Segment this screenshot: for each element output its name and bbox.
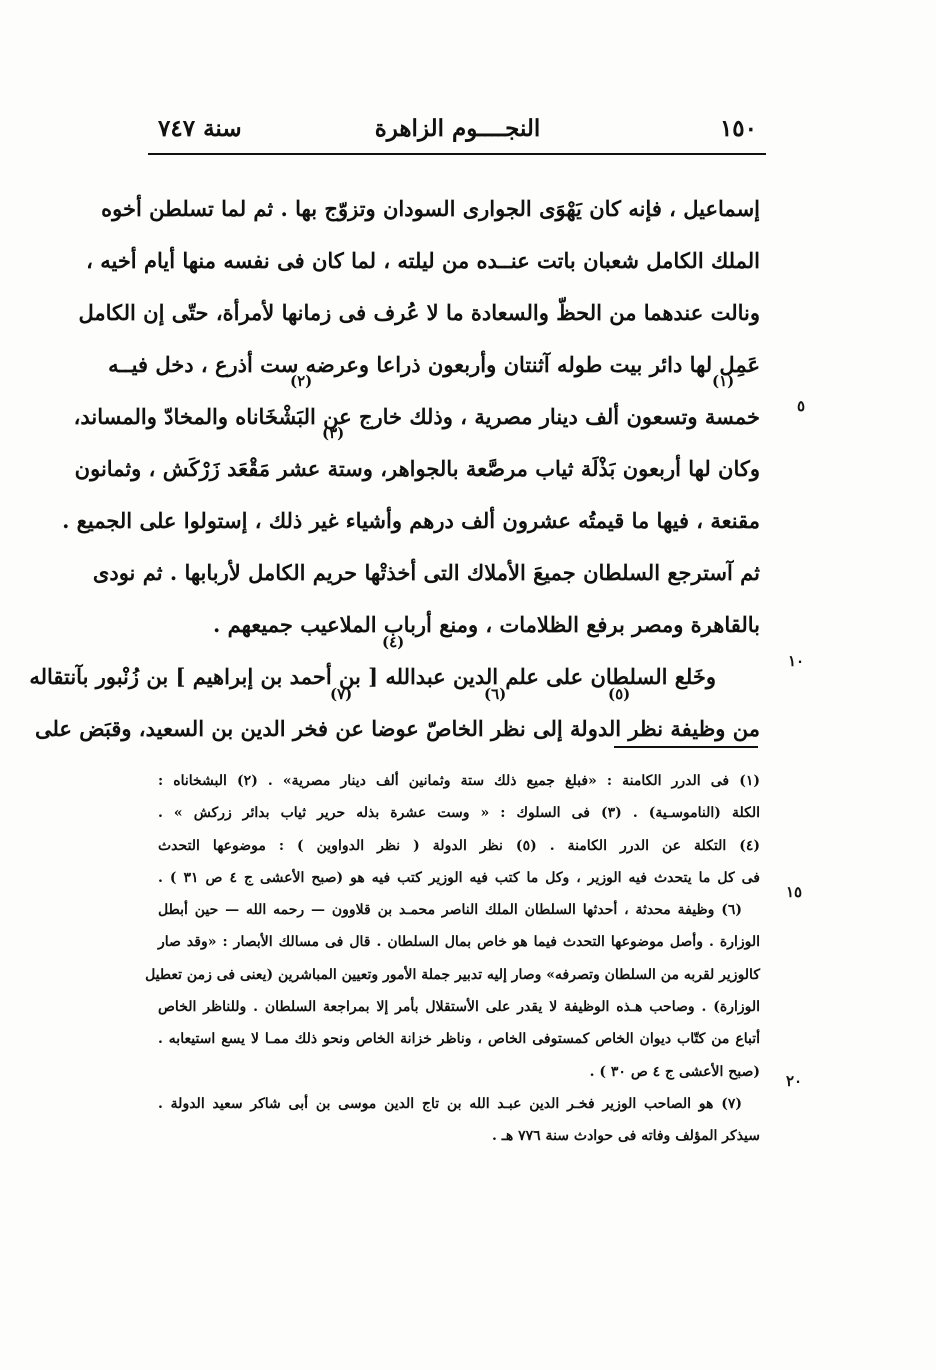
footnote-line: فى كل ما يتحدث فيه الوزير ، وكل ما كتب فيه الوزير كتب فيه هو (صبح الأعشى ج ٤ ص ٣١ ) . bbox=[158, 869, 760, 886]
line-number: ١٥ bbox=[786, 883, 803, 901]
footnote-line: (٦) وظيفة محدثة ، أحدثها السلطان الملك الناصر محمـد بن قلاوون — رحمه الله — حين أبطل bbox=[158, 902, 742, 919]
running-title: النجــــوم الزاهرة bbox=[374, 115, 541, 142]
main-text bbox=[29, 183, 760, 755]
text-line: الملك الكامل شعبان باتت عنــده من ليلته ، لما كان فى نفسه منها أيام أخيه ، bbox=[86, 248, 760, 273]
footnote-marker: (٤) bbox=[382, 633, 405, 651]
running-header bbox=[150, 112, 765, 156]
footnote-line: (١) فى الدرر الكامنة : «فبلغ جميع ذلك ستة وثمانين ألف دينار مصرية» . (٢) البشخاناه : bbox=[158, 773, 760, 789]
footnote-line: (٧) هو الصاحب الوزير فخـر الدين عبـد الله بن تاج الدين موسى بن أبى شاكر سعيد الدولة . bbox=[158, 1095, 742, 1112]
footnote-marker: (٣) bbox=[322, 424, 345, 442]
text-line: وكان لها أربعون بَذْلَة ثياب مرصَّعة بالجواهر، وستة عشر مَقْعَد زَرْكَش ، وثمانون bbox=[74, 456, 760, 481]
header-rule bbox=[148, 153, 766, 155]
footnote-line: (٤) التكلة عن الدرر الكامنة . (٥) نظر الدولة ( نظر الدواوين ) : موضوعها التحدث bbox=[158, 837, 760, 854]
footnote-marker: (٦) bbox=[484, 685, 507, 703]
footnote-line: الوزارة) . وصاحب هـذه الوظيفة لا يقدر على الأستقلال بأمر إلا بمراجعة السلطان . وللناظر الخاص bbox=[158, 999, 760, 1016]
line-number: ١٠ bbox=[788, 652, 805, 670]
text-line: مقنعة ، فيها ما قيمتُه عشرون ألف درهم وأشياء غير ذلك ، إستولوا على الجميع . bbox=[62, 508, 760, 533]
footnote-marker: (٢) bbox=[290, 372, 313, 390]
text-line: بالقاهرة ومصر برفع الظلامات ، ومنع أرباب الملاعيب جميعهم . bbox=[213, 612, 760, 637]
text-line: خمسة وتسعون ألف دينار مصرية ، وذلك خارج عن البَشْخَاناه والمخادّ والمساند، bbox=[73, 404, 760, 429]
footnote-line: كالوزير لقربه من السلطان وتصرفه» وصار إليه تدبير جملة الأمور وتعيين المباشرين (يعنى فى زمن تعطيل bbox=[145, 966, 760, 983]
text-line: ونالت عندهما من الحظّ والسعادة ما لا عُرف فى زمانها لأمرأة، حتّى إن الكامل bbox=[78, 300, 760, 325]
footnote-marker: (١) bbox=[712, 372, 735, 390]
text-line: عَمِل لها دائر بيت طوله آثنتان وأربعون ذراعا وعرضه ست أذرع ، دخل فيــه bbox=[108, 352, 760, 377]
running-year: سنة ٧٤٧ bbox=[158, 115, 242, 142]
footnote-line: سيذكر المؤلف وفاته فى حوادث سنة ٧٧٦ هـ . bbox=[492, 1128, 760, 1145]
footnote-marker: (٧) bbox=[330, 685, 353, 703]
line-number: ٢٠ bbox=[786, 1072, 803, 1090]
footnote-rule bbox=[614, 746, 758, 748]
text-line: إسماعيل ، فإنه كان يَهْوَى الجوارى السودان وتزوّج بها . ثم لما تسلطن أخوه bbox=[101, 196, 760, 221]
line-number: ٥ bbox=[797, 397, 806, 415]
footnote-line: أتباع من كتّاب ديوان الخاص كمستوفى الخاص ، وناظر خزانة الخاص ونحو ذلك ممـا لا يسع استيعابه . bbox=[158, 1031, 760, 1048]
text-line: وخَلع السلطان على علم الدين عبدالله [ بن أحمد بن إبراهيم ] بن زُنْبور بآنتقاله bbox=[29, 664, 716, 689]
text-line: ثم آسترجع السلطان جميعَ الأملاك التى أخذتْها حريم الكامل لأربابها . ثم نودى bbox=[92, 560, 760, 585]
footnote-line: الوزارة . وأصل موضوعها التحدث فيما هو خاص بمال السلطان . قال فى مسالك الأبصار : «وقد صار bbox=[158, 934, 760, 951]
page-number: ١٥٠ bbox=[719, 115, 757, 142]
footnote-line: الكلة (الناموسـية) . (٣) فى السلوك : « وست عشرة بذله حرير ثياب بدائر زركش » . bbox=[158, 805, 760, 822]
text-line: من وظيفة نظر الدولة إلى نظر الخاصّ عوضا عن فخر الدين بن السعيد، وقبَض على bbox=[34, 716, 760, 741]
footnote-line: (صبح الأعشى ج ٤ ص ٣٠ ) . bbox=[589, 1063, 760, 1080]
footnote-marker: (٥) bbox=[608, 685, 631, 703]
footnotes bbox=[145, 765, 760, 1153]
